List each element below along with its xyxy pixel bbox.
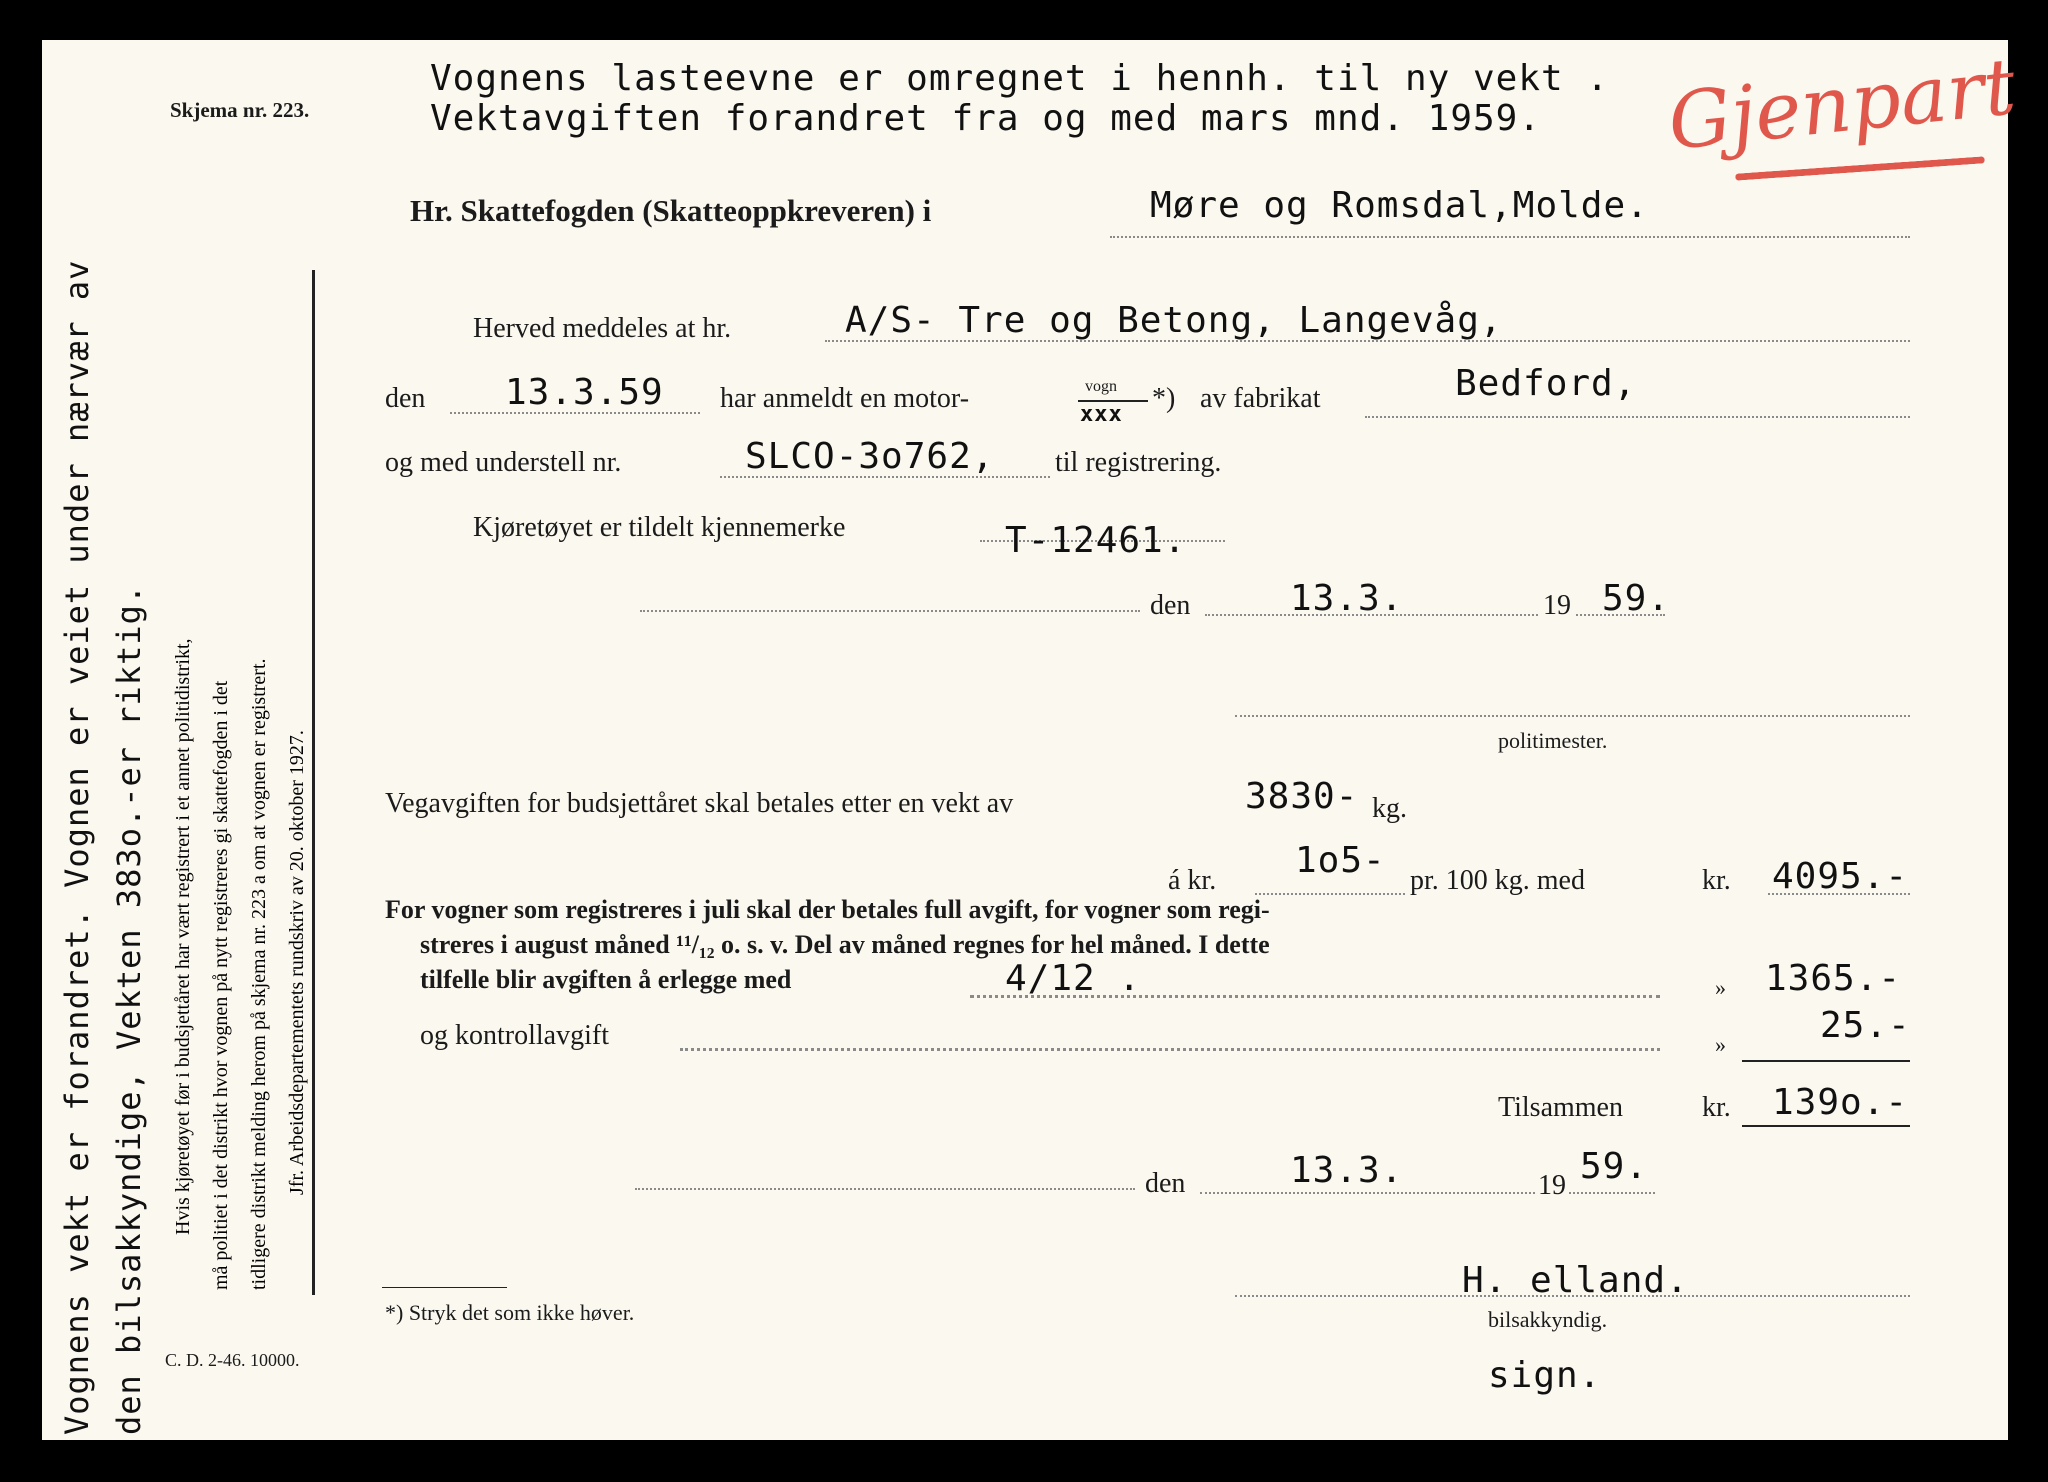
sum-rule: [1742, 1060, 1910, 1062]
control-amount: 25.-: [1820, 1005, 1911, 1046]
date-label: den: [385, 383, 426, 414]
total-label: Tilsammen: [1498, 1092, 1623, 1123]
side-divider: [312, 270, 315, 1295]
police-signature-dotline: [1235, 715, 1910, 717]
vehicle-word: vogn: [1085, 378, 1117, 395]
partial-amount: 1365.-: [1765, 958, 1902, 999]
full-amount-currency: kr.: [1702, 865, 1731, 896]
chassis-label: og med understell nr.: [385, 447, 622, 478]
recipient-dotline: [1110, 236, 1910, 238]
make-dotline: [1365, 416, 1910, 418]
registration-label: til registrering.: [1055, 447, 1222, 478]
chassis-value: SLCO-3o762,: [745, 436, 995, 477]
signing-date-label: den: [1145, 1168, 1186, 1199]
form-number: Skjema nr. 223.: [170, 98, 310, 122]
margin-typed-line-1: Vognens vekt er forandret. Vognen er veiet under nærvær av: [58, 259, 96, 1435]
footnote-mark: *): [1152, 383, 1176, 414]
police-place-dotline: [640, 610, 1140, 612]
rate-dotline: [1255, 893, 1405, 895]
side-note-line-1: Hvis kjøretøyet før i budsjettåret har vært registrert i et annet politidistrikt,: [172, 638, 194, 1235]
signer-name: H. elland.: [1462, 1260, 1689, 1301]
intro-label: Herved meddeles at hr.: [473, 313, 732, 344]
red-annotation-gjenpart: Gjenpart: [1664, 42, 2020, 168]
footnote-text: *) Stryk det som ikke høver.: [385, 1300, 635, 1325]
police-date-label: den: [1150, 590, 1191, 621]
date-value: 13.3.59: [505, 372, 664, 413]
ditto-mark-1: »: [1715, 975, 1726, 1000]
police-date-year: 59.: [1602, 578, 1671, 619]
recipient-value: Møre og Romsdal,Molde.: [1150, 185, 1649, 226]
margin-typed-line-2: den bilsakkyndige, Vekten 383o.-er riktig.: [110, 583, 148, 1435]
police-date-dotline: [1205, 614, 1665, 616]
typed-header-line-2: Vektavgiften forandret fra og med mars mnd. 1959.: [430, 98, 1542, 139]
side-note-line-2: må politiet i det distrikt hvor vognen på nytt registreres gi skattefogden i det: [210, 680, 232, 1290]
signing-date-dotline: [1200, 1192, 1655, 1194]
police-signature-role: politimester.: [1498, 728, 1608, 753]
signing-place-dotline: [635, 1188, 1135, 1190]
total-amount: 139o.-: [1772, 1082, 1909, 1123]
print-code: C. D. 2-46. 10000.: [165, 1350, 300, 1370]
make-label: av fabrikat: [1200, 383, 1321, 414]
sign-text: sign.: [1488, 1355, 1602, 1396]
ditto-mark-2: »: [1715, 1032, 1726, 1057]
rate-value: 1o5-: [1295, 840, 1386, 881]
full-amount: 4095.-: [1772, 856, 1909, 897]
police-date-day: 13.3.: [1290, 578, 1404, 619]
signing-date-century: 19: [1535, 1170, 1569, 1202]
vehicle-struck: xxx: [1080, 402, 1123, 427]
recipient-label: Hr. Skattefogden (Skatteoppkreveren) i: [410, 193, 932, 228]
weight-label: Vegavgiften for budsjettåret skal betales etter en vekt av: [385, 788, 1014, 819]
make-value: Bedford,: [1455, 363, 1637, 404]
footnote-rule: [382, 1287, 507, 1288]
total-currency: kr.: [1702, 1092, 1731, 1123]
document-sheet: [42, 40, 2008, 1440]
signer-role: bilsakkyndig.: [1488, 1307, 1608, 1332]
plate-value: T-12461.: [1005, 520, 1187, 561]
control-label: og kontrollavgift: [420, 1020, 609, 1051]
note-line-2: streres i august måned ¹¹/₁₂ o. s. v. Del av måned regnes for hel måned. I dette: [420, 930, 1270, 959]
rate-label: á kr.: [1168, 865, 1217, 896]
side-note-line-4: Jfr. Arbeidsdepartementets rundskriv av 20. oktober 1927.: [286, 730, 308, 1195]
total-rule: [1742, 1125, 1910, 1127]
note-line-1: For vogner som registreres i juli skal der betales full avgift, for vogner som regi-: [385, 895, 1270, 924]
owner-value: A/S- Tre og Betong, Langevåg,: [845, 300, 1503, 341]
note-line-3: tilfelle blir avgiften å erlegge med: [420, 965, 792, 994]
typed-header-line-1: Vognens lasteevne er omregnet i hennh. til ny vekt .: [430, 58, 1610, 99]
reported-label: har anmeldt en motor-: [720, 383, 970, 414]
signing-date-day: 13.3.: [1290, 1150, 1404, 1191]
side-note-line-3: tidligere distrikt melding herom på skjema nr. 223 a om at vognen er registrert.: [248, 658, 270, 1290]
signing-date-year: 59.: [1580, 1146, 1649, 1187]
weight-unit: kg.: [1372, 793, 1407, 824]
control-dotline: [680, 1048, 1660, 1051]
rate-suffix: pr. 100 kg. med: [1410, 865, 1585, 896]
plate-label: Kjøretøyet er tildelt kjennemerke: [473, 512, 846, 543]
police-date-century: 19: [1540, 590, 1574, 622]
weight-value: 3830-: [1245, 776, 1359, 817]
fraction-value: 4/12 .: [1005, 958, 1142, 999]
